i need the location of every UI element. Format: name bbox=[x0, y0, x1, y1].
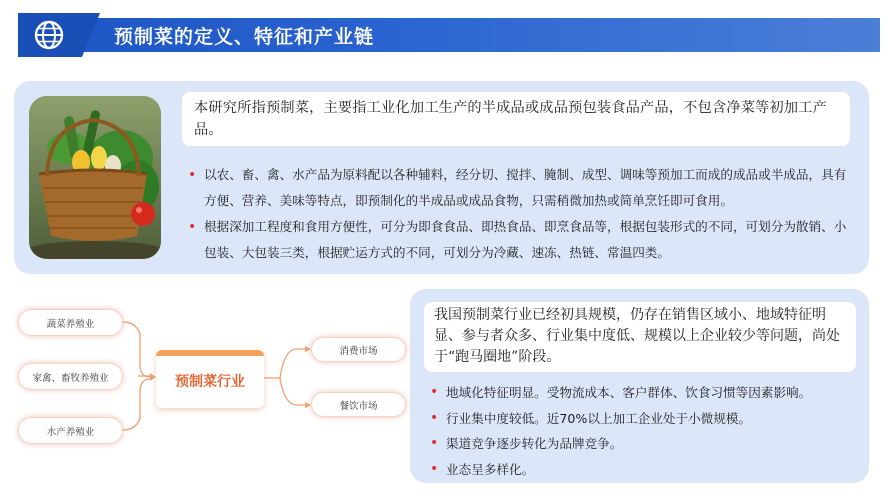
status-bullets bbox=[424, 380, 864, 482]
upstream-node-vegetable: 蔬菜养殖业 bbox=[18, 309, 123, 336]
page-title: 预制菜的定义、特征和产业链 bbox=[114, 26, 375, 48]
list-item: • 地域化特征明显。受物流成本、客户群体、饮食习惯等因素影响。 bbox=[424, 380, 864, 406]
industry-center-label: 预制菜行业 bbox=[175, 374, 245, 390]
downstream-node-consumer: 消费市场 bbox=[311, 337, 406, 362]
status-summary: 我国预制菜行业已经初具规模，仍存在销售区域小、地域特征明显、参与者众多、行业集中度低、规模以上企业较少等问题，尚处于“跑马圈地”阶段。 bbox=[424, 302, 856, 372]
list-item: • 业态呈多样化。 bbox=[424, 457, 864, 483]
list-item: • 根据深加工程度和食用方便性，可分为即食食品、即热食品、即烹食品等，根据包装形式的不同，可划分为散销、小包装、大包装三类，根据贮运方式的不同，可划分为冷藏、速冻、热链、常温四类。 bbox=[182, 214, 854, 266]
upstream-node-livestock: 家禽、畜牧养殖业 bbox=[18, 363, 123, 390]
downstream-node-catering: 餐饮市场 bbox=[311, 392, 406, 417]
list-item: • 渠道竞争逐步转化为品牌竞争。 bbox=[424, 431, 864, 457]
list-item: • 行业集中度较低。近70%以上加工企业处于小微规模。 bbox=[424, 406, 864, 432]
industry-center-node bbox=[156, 350, 264, 408]
definition-text: 本研究所指预制菜，主要指工业化加工生产的半成品或成品预包装食品产品，不包含净菜等初加工产品。 bbox=[182, 92, 850, 146]
list-item: • 以农、畜、禽、水产品为原料配以各种辅料，经分切、搅拌、腌制、成型、调味等预加工而成的成品或半成品，具有方便、营养、美味等特点，即预制化的半成品或成品食物，只需稍微加热或简单烹饪即可食用。 bbox=[182, 162, 854, 214]
upstream-node-aquaculture: 水产养殖业 bbox=[18, 417, 123, 444]
